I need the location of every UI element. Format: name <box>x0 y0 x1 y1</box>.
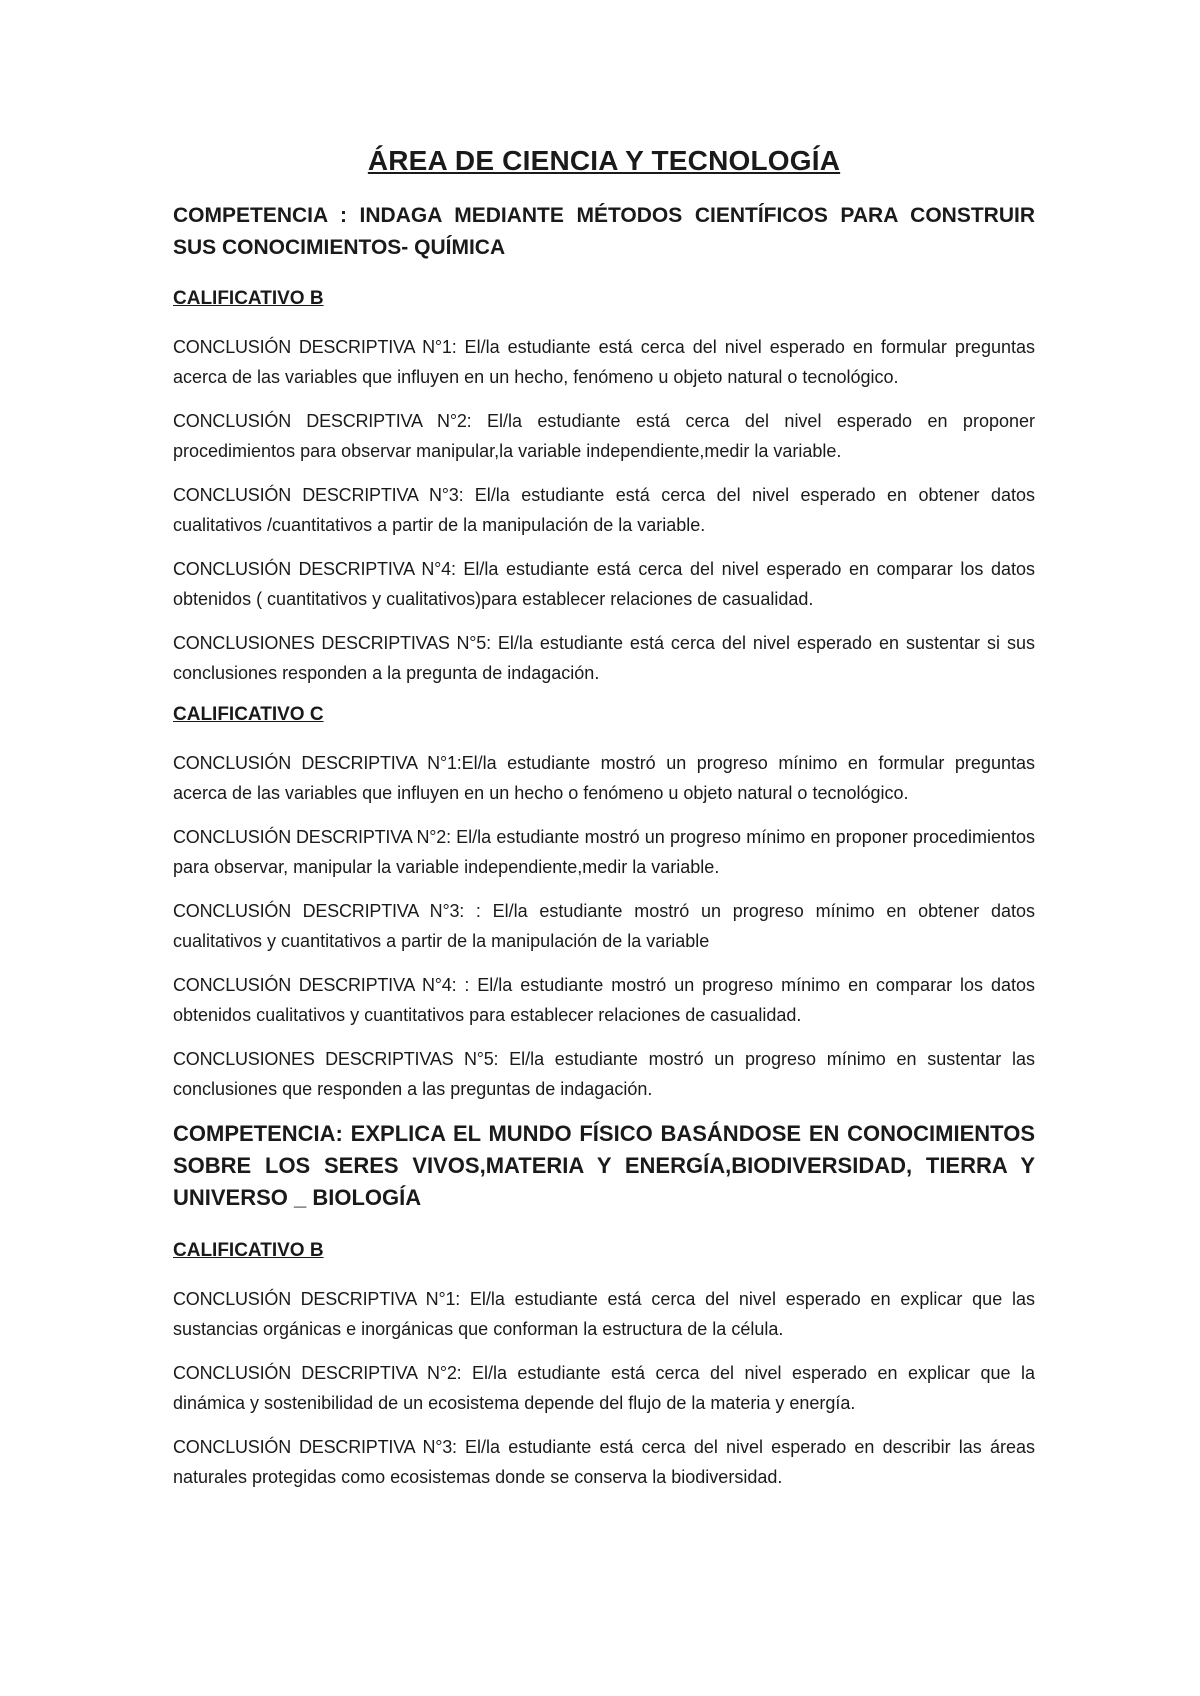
conclusion-label: CONCLUSIÓN DESCRIPTIVA N°1: <box>173 753 462 773</box>
conclusion-text: : El/la estudiante mostró un progreso mínimo en comparar los datos obtenidos cualitativos y cuantitativos para establecer relaciones de casualidad. <box>173 975 1035 1025</box>
conclusion-label: CONCLUSIÓN DESCRIPTIVA N°4: <box>173 975 457 995</box>
conclusion-paragraph <box>173 554 1035 614</box>
conclusion-text: El/la estudiante está cerca del nivel esperado en describir las áreas naturales protegidas como ecosistemas donde se conserva la biodiversidad. <box>173 1437 1035 1487</box>
conclusion-paragraph <box>173 628 1035 688</box>
conclusion-text: : El/la estudiante mostró un progreso mínimo en obtener datos cualitativos y cuantitativos a partir de la manipulación de la variable <box>173 901 1035 951</box>
conclusion-label: CONCLUSIONES DESCRIPTIVAS N°5: <box>173 1049 499 1069</box>
calificativo-heading: CALIFICATIVO B <box>173 288 324 309</box>
conclusion-text: El/la estudiante mostró un progreso mínimo en formular preguntas acerca de las variables que influyen en un hecho o fenómeno u objeto natural o tecnológico. <box>173 753 1035 803</box>
competencia-heading-biologia: COMPETENCIA: EXPLICA EL MUNDO FÍSICO BASÁNDOSE EN CONOCIMIENTOS SOBRE LOS SERES VIVOS,MATERIA Y ENERGÍA,BIODIVERSIDAD, TIERRA Y UNIVERSO _ BIOLOGÍA <box>173 1121 1035 1210</box>
conclusion-text: El/la estudiante está cerca del nivel esperado en formular preguntas acerca de las variables que influyen en un hecho, fenómeno u objeto natural o tecnológico. <box>173 337 1035 387</box>
conclusion-text: El/la estudiante está cerca del nivel esperado en explicar que la dinámica y sostenibilidad de un ecosistema depende del flujo de la materia y energía. <box>173 1363 1035 1413</box>
conclusion-paragraph <box>173 332 1035 392</box>
conclusion-label: CONCLUSIÓN DESCRIPTIVA N°2: <box>173 411 472 431</box>
calificativo-heading: CALIFICATIVO C <box>173 704 324 725</box>
conclusion-label: CONCLUSIÓN DESCRIPTIVA N°3: <box>173 1437 457 1457</box>
conclusion-paragraph <box>173 970 1035 1030</box>
conclusion-paragraph <box>173 748 1035 808</box>
conclusion-paragraph <box>173 822 1035 882</box>
conclusion-text: El/la estudiante está cerca del nivel esperado en comparar los datos obtenidos ( cuantitativos y cualitativos)para establecer relaciones de casualidad. <box>173 559 1035 609</box>
conclusion-paragraph <box>173 896 1035 956</box>
conclusion-text: El/la estudiante mostró un progreso mínimo en sustentar las conclusiones que responden a las preguntas de indagación. <box>173 1049 1035 1099</box>
document-body <box>173 142 1035 1506</box>
conclusion-text: El/la estudiante está cerca del nivel esperado en obtener datos cualitativos /cuantitativos a partir de la manipulación de la variable. <box>173 485 1035 535</box>
conclusion-label: CONCLUSIÓN DESCRIPTIVA N°3: <box>173 485 464 505</box>
conclusion-text: El/la estudiante está cerca del nivel esperado en sustentar si sus conclusiones responden a la pregunta de indagación. <box>173 633 1035 683</box>
conclusion-paragraph <box>173 1284 1035 1344</box>
conclusion-label: CONCLUSIÓN DESCRIPTIVA N°3: <box>173 901 465 921</box>
conclusion-paragraph <box>173 1358 1035 1418</box>
calificativo-heading: CALIFICATIVO B <box>173 1240 324 1261</box>
conclusion-paragraph <box>173 480 1035 540</box>
conclusion-label: CONCLUSIONES DESCRIPTIVAS N°5: <box>173 633 491 653</box>
conclusion-label: CONCLUSIÓN DESCRIPTIVA N°1: <box>173 337 457 357</box>
conclusion-paragraph <box>173 1044 1035 1104</box>
conclusion-label: CONCLUSIÓN DESCRIPTIVA N°4: <box>173 559 456 579</box>
conclusion-label: CONCLUSIÓN DESCRIPTIVA N°2: <box>173 827 451 847</box>
conclusion-text: El/la estudiante mostró un progreso mínimo en proponer procedimientos para observar, manipular la variable independiente,medir la variable. <box>173 827 1035 877</box>
page-title: ÁREA DE CIENCIA Y TECNOLOGÍA <box>367 145 841 176</box>
conclusion-label: CONCLUSIÓN DESCRIPTIVA N°2: <box>173 1363 462 1383</box>
conclusion-text: El/la estudiante está cerca del nivel esperado en proponer procedimientos para observar manipular,la variable independiente,medir la variable. <box>173 411 1035 461</box>
conclusion-paragraph <box>173 1432 1035 1492</box>
conclusion-text: El/la estudiante está cerca del nivel esperado en explicar que las sustancias orgánicas e inorgánicas que conforman la estructura de la célula. <box>173 1289 1035 1339</box>
conclusion-paragraph <box>173 406 1035 466</box>
conclusion-label: CONCLUSIÓN DESCRIPTIVA N°1: <box>173 1289 461 1309</box>
competencia-heading-quimica: COMPETENCIA : INDAGA MEDIANTE MÉTODOS CIENTÍFICOS PARA CONSTRUIR SUS CONOCIMIENTOS- QUÍMICA <box>173 204 1035 259</box>
